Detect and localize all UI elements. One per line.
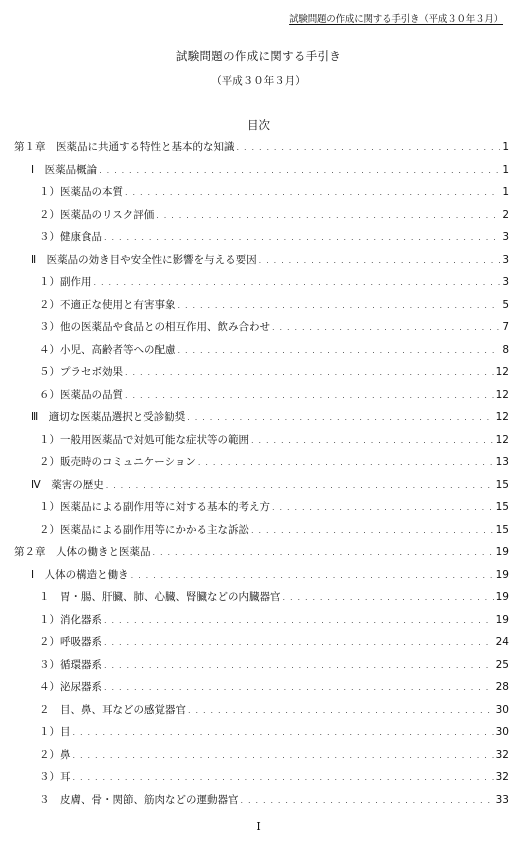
- toc-entry-page: 28: [495, 681, 509, 693]
- toc-leader-dots: [106, 475, 494, 498]
- toc-entry[interactable]: [14, 429, 509, 452]
- toc-entry-label: ６）医薬品の品質: [39, 388, 123, 401]
- toc-entry[interactable]: [14, 294, 509, 317]
- toc-entry-label: ３ 皮膚、骨・関節、筋肉などの運動器官: [39, 793, 239, 806]
- document-date: （平成３０年３月）: [211, 75, 306, 87]
- toc-entry-page: 13: [495, 456, 509, 468]
- toc-entry[interactable]: [14, 316, 509, 339]
- toc-entry-label: ２）不適正な使用と有害事象: [39, 298, 176, 311]
- toc-leader-dots: [125, 385, 494, 408]
- running-header: 試験問題の作成に関する手引き（平成３０年３月）: [289, 14, 503, 25]
- toc-entry[interactable]: [14, 204, 509, 227]
- toc-leader-dots: [237, 137, 501, 160]
- toc-entry[interactable]: [14, 766, 509, 789]
- toc-entry-label: ２）医薬品のリスク評価: [39, 208, 155, 221]
- toc-leader-dots: [153, 542, 494, 565]
- toc-leader-dots: [188, 700, 494, 723]
- toc-entry-label: ３）他の医薬品や食品との相互作用、飲み合わせ: [39, 321, 270, 333]
- toc-entry-page: 32: [495, 771, 509, 783]
- toc-entry-page: 3: [502, 253, 509, 266]
- toc-entry[interactable]: [14, 789, 509, 812]
- toc-entry-page: 12: [495, 433, 509, 446]
- toc-entry-label: １）医薬品の本質: [39, 186, 123, 198]
- toc-entry-label: ３）循環器系: [39, 658, 102, 671]
- toc-leader-dots: [251, 520, 494, 543]
- table-of-contents: [14, 136, 509, 811]
- toc-entry-page: 15: [495, 478, 509, 491]
- toc-entry-page: 30: [495, 726, 509, 738]
- toc-leader-dots: [198, 452, 494, 475]
- toc-entry-page: 1: [502, 186, 509, 198]
- toc-entry[interactable]: [14, 496, 509, 519]
- toc-leader-dots: [125, 362, 494, 385]
- toc-leader-dots: [125, 182, 500, 205]
- toc-entry-label: １）消化器系: [39, 613, 102, 626]
- toc-entry-page: 19: [495, 546, 509, 558]
- toc-entry-page: 12: [495, 388, 509, 401]
- toc-entry-label: ４）泌尿器系: [39, 681, 102, 693]
- toc-entry[interactable]: [14, 271, 509, 294]
- toc-leader-dots: [99, 160, 500, 183]
- toc-entry-label: ３）耳: [39, 771, 71, 783]
- toc-leader-dots: [104, 610, 494, 633]
- toc-entry[interactable]: [14, 586, 509, 609]
- toc-entry[interactable]: [14, 339, 509, 362]
- toc-entry-page: 19: [495, 591, 509, 603]
- toc-entry-page: 25: [495, 658, 509, 671]
- toc-leader-dots: [104, 655, 494, 678]
- toc-entry-label: １ 胃・腸、肝臓、肺、心臓、腎臓などの内臓器官: [39, 591, 281, 603]
- toc-entry-label: Ⅳ 薬害の歴史: [31, 478, 104, 491]
- toc-entry-label: 第１章 医薬品に共通する特性と基本的な知識: [14, 141, 235, 153]
- toc-leader-dots: [187, 407, 493, 430]
- toc-entry-label: １）一般用医薬品で対処可能な症状等の範囲: [39, 433, 249, 446]
- toc-leader-dots: [104, 677, 494, 700]
- toc-entry-label: ２）医薬品による副作用等にかかる主な訴訟: [39, 523, 249, 536]
- toc-entry[interactable]: [14, 564, 509, 587]
- page-number: I: [256, 820, 261, 833]
- toc-entry-page: 19: [495, 568, 509, 581]
- toc-entry[interactable]: [14, 136, 509, 159]
- toc-entry-label: Ⅰ 人体の構造と働き: [31, 568, 129, 581]
- toc-entry[interactable]: [14, 541, 509, 564]
- toc-entry[interactable]: [14, 451, 509, 474]
- toc-entry-label: １）目: [39, 726, 71, 738]
- toc-entry[interactable]: [14, 159, 509, 182]
- toc-entry-page: 30: [495, 703, 509, 716]
- toc-entry-label: ５）プラセボ効果: [39, 366, 123, 378]
- toc-leader-dots: [178, 295, 501, 318]
- toc-entry-page: 5: [502, 298, 509, 311]
- toc-entry[interactable]: [14, 676, 509, 699]
- toc-entry-label: 第２章 人体の働きと医薬品: [14, 546, 151, 558]
- toc-entry[interactable]: [14, 226, 509, 249]
- toc-entry-page: 19: [495, 613, 509, 626]
- toc-entry-label: ２）販売時のコミュニケーション: [39, 456, 196, 468]
- toc-entry-page: 8: [502, 343, 509, 356]
- toc-entry[interactable]: [14, 361, 509, 384]
- toc-entry-label: ３）健康食品: [39, 231, 102, 243]
- toc-leader-dots: [156, 205, 500, 228]
- toc-entry-page: 15: [495, 501, 509, 513]
- toc-entry[interactable]: [14, 744, 509, 767]
- toc-entry-page: 33: [495, 793, 509, 806]
- toc-entry[interactable]: [14, 519, 509, 542]
- toc-leader-dots: [73, 745, 494, 768]
- toc-entry[interactable]: [14, 406, 509, 429]
- toc-leader-dots: [73, 767, 494, 790]
- toc-entry-page: 2: [502, 208, 509, 221]
- toc-entry-label: Ⅲ 適切な医薬品選択と受診勧奨: [31, 411, 186, 423]
- toc-leader-dots: [178, 340, 501, 363]
- toc-leader-dots: [131, 565, 494, 588]
- toc-leader-dots: [104, 227, 500, 250]
- toc-entry-page: 1: [502, 141, 509, 153]
- toc-entry-page: 7: [502, 321, 509, 333]
- toc-entry[interactable]: [14, 384, 509, 407]
- toc-entry-page: 12: [495, 411, 509, 423]
- toc-leader-dots: [94, 272, 501, 295]
- toc-entry[interactable]: [14, 721, 509, 744]
- toc-entry-label: ４）小児、高齢者等への配慮: [39, 343, 176, 356]
- toc-leader-dots: [251, 430, 494, 453]
- toc-entry-page: 3: [502, 231, 509, 243]
- toc-entry-page: 15: [495, 523, 509, 536]
- toc-leader-dots: [272, 317, 500, 340]
- toc-leader-dots: [283, 587, 494, 610]
- toc-entry[interactable]: [14, 474, 509, 497]
- toc-entry[interactable]: [14, 249, 509, 272]
- toc-entry-label: １）医薬品による副作用等に対する基本的考え方: [39, 501, 270, 513]
- toc-entry-label: １）副作用: [39, 276, 92, 288]
- toc-entry-label: Ⅱ 医薬品の効き目や安全性に影響を与える要因: [31, 253, 257, 266]
- toc-entry-label: Ⅰ 医薬品概論: [31, 163, 98, 176]
- toc-leader-dots: [259, 250, 501, 273]
- toc-heading: 目次: [247, 118, 270, 132]
- toc-leader-dots: [241, 790, 494, 813]
- toc-entry-label: ２）鼻: [39, 748, 71, 761]
- toc-leader-dots: [73, 722, 494, 745]
- toc-entry[interactable]: [14, 699, 509, 722]
- toc-entry[interactable]: [14, 609, 509, 632]
- toc-entry-label: ２）呼吸器系: [39, 636, 102, 648]
- toc-entry-label: ２ 目、鼻、耳などの感覚器官: [39, 703, 186, 716]
- toc-entry-page: 12: [495, 366, 509, 378]
- toc-entry-page: 32: [495, 748, 509, 761]
- toc-leader-dots: [104, 632, 494, 655]
- document-title: 試験問題の作成に関する手引き: [175, 49, 342, 63]
- toc-entry[interactable]: [14, 181, 509, 204]
- toc-entry[interactable]: [14, 631, 509, 654]
- toc-entry-page: 24: [495, 636, 509, 648]
- toc-leader-dots: [272, 497, 494, 520]
- toc-entry-page: 1: [502, 163, 509, 176]
- toc-entry[interactable]: [14, 654, 509, 677]
- toc-entry-page: 3: [502, 276, 509, 288]
